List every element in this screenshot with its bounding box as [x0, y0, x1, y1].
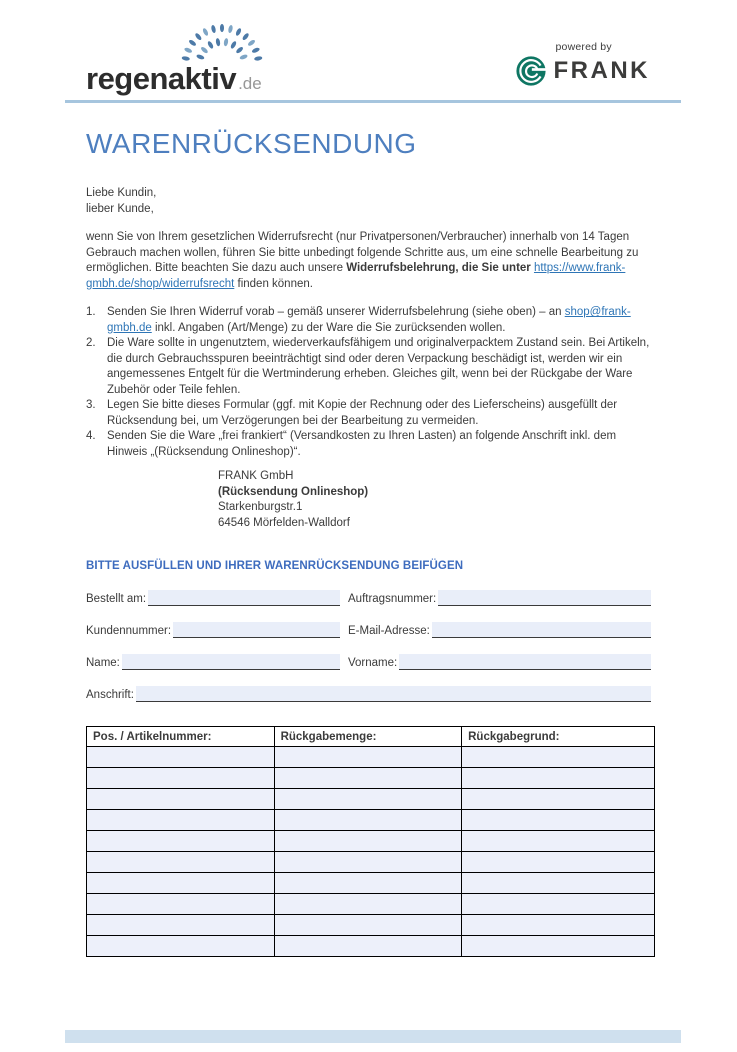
customer-form	[86, 589, 651, 702]
table-row	[87, 789, 655, 810]
return-items-table	[86, 726, 655, 957]
table-row	[87, 747, 655, 768]
table-row	[87, 915, 655, 936]
table-cell[interactable]	[274, 747, 462, 768]
footer-bar	[65, 1030, 681, 1043]
address-line: FRANK GmbH	[218, 470, 294, 483]
steps-list	[86, 305, 651, 460]
table-cell[interactable]	[462, 894, 655, 915]
frank-brand-name: FRANK	[553, 57, 650, 84]
header-divider	[65, 100, 681, 103]
list-item	[86, 398, 651, 429]
table-cell[interactable]	[274, 894, 462, 915]
customer-number-label: Kundennummer:	[86, 625, 172, 638]
table-header-row	[87, 727, 655, 747]
table-row	[87, 894, 655, 915]
table-cell[interactable]	[274, 936, 462, 957]
address-label: Anschrift:	[86, 689, 134, 702]
list-text: Die Ware sollte in ungenutztem, wiederverkaufsfähigem und originalverpacktem Zustand sein. Bei Artikeln, die durch Gebrauchsspuren beeinträchtigt sind oder deren Verpackung beschädigt ist, werden wir ein angemessenes Entgelt für die Wertminderung erheben. Gleiches gilt, wenn bei der Rückgabe der Ware Zubehör oder Teile fehlen.	[107, 337, 650, 396]
address-line: Starkenburgstr.1	[218, 501, 303, 514]
order-number-label: Auftragsnummer:	[348, 593, 437, 606]
form-row	[86, 621, 651, 638]
table-cell[interactable]	[274, 852, 462, 873]
first-name-field[interactable]	[399, 654, 651, 670]
table-cell[interactable]	[87, 831, 275, 852]
form-row	[86, 653, 651, 670]
customer-number-field[interactable]	[173, 622, 340, 638]
ordered-on-field[interactable]	[148, 590, 340, 606]
order-number-field[interactable]	[438, 590, 651, 606]
shop-email-link[interactable]: shop@frank-gmbh.de	[107, 306, 631, 334]
table-row	[87, 810, 655, 831]
page-title: WARENRÜCKSENDUNG	[86, 128, 417, 159]
intro-after-text: finden können.	[234, 277, 313, 290]
list-number: 2.	[86, 337, 96, 350]
table-cell[interactable]	[87, 894, 275, 915]
list-item	[86, 305, 651, 336]
table-cell[interactable]	[274, 810, 462, 831]
list-item	[86, 336, 651, 398]
intro-paragraph	[86, 230, 651, 292]
column-header-rueckgabegrund: Rückgabegrund:	[462, 727, 655, 747]
table-row	[87, 873, 655, 894]
column-header-rueckgabemenge: Rückgabemenge:	[274, 727, 462, 747]
email-field[interactable]	[432, 622, 651, 638]
widerrufsrecht-link[interactable]: https://www.frank-gmbh.de/shop/widerrufsrecht	[86, 262, 626, 290]
first-name-label: Vorname:	[348, 657, 398, 670]
list-text: Senden Sie die Ware „frei frankiert“ (Versandkosten zu Ihren Lasten) an folgende Anschrift inkl. dem Hinweis „(Rücksendung Onlineshop)“.	[107, 430, 617, 458]
table-cell[interactable]	[462, 873, 655, 894]
table-cell[interactable]	[87, 789, 275, 810]
form-row	[86, 589, 651, 606]
table-cell[interactable]	[274, 915, 462, 936]
address-field[interactable]	[136, 686, 651, 702]
table-cell[interactable]	[462, 747, 655, 768]
table-cell[interactable]	[274, 873, 462, 894]
return-address-block	[218, 469, 651, 531]
name-label: Name:	[86, 657, 120, 670]
list-number: 3.	[86, 399, 96, 412]
page-header	[0, 0, 737, 100]
table-cell[interactable]	[274, 789, 462, 810]
table-cell[interactable]	[462, 810, 655, 831]
table-cell[interactable]	[87, 915, 275, 936]
table-row	[87, 852, 655, 873]
salutation	[86, 186, 651, 217]
table-cell[interactable]	[87, 810, 275, 831]
table-cell[interactable]	[462, 852, 655, 873]
table-row	[87, 831, 655, 852]
step-text-part: inkl. Angaben (Art/Menge) zu der Ware die Sie zurücksenden wollen.	[151, 321, 506, 334]
column-header-artikelnummer: Pos. / Artikelnummer:	[87, 727, 275, 747]
table-cell[interactable]	[462, 768, 655, 789]
table-cell[interactable]	[462, 789, 655, 810]
table-cell[interactable]	[87, 747, 275, 768]
brand-tld: .de	[238, 74, 262, 93]
email-label: E-Mail-Adresse:	[348, 625, 430, 638]
table-cell[interactable]	[274, 831, 462, 852]
address-line: (Rücksendung Onlineshop)	[218, 485, 369, 498]
powered-by-label: powered by	[555, 41, 612, 53]
ordered-on-label: Bestellt am:	[86, 593, 147, 606]
step-text-part: Senden Sie Ihren Widerruf vorab – gemäß unserer Widerrufsbelehrung (siehe oben) – an	[107, 306, 565, 319]
table-cell[interactable]	[274, 768, 462, 789]
salutation-line: Liebe Kundin,	[86, 187, 157, 200]
list-number: 4.	[86, 430, 96, 443]
list-item	[86, 429, 651, 460]
salutation-line: lieber Kunde,	[86, 202, 154, 215]
table-cell[interactable]	[462, 915, 655, 936]
frank-logo-icon	[516, 56, 546, 86]
fill-in-section-heading: BITTE AUSFÜLLEN UND IHRER WARENRÜCKSENDUNG BEIFÜGEN	[86, 560, 464, 573]
table-cell[interactable]	[87, 936, 275, 957]
rain-spray-icon	[172, 17, 272, 63]
form-row	[86, 685, 651, 702]
list-text: Legen Sie bitte dieses Formular (ggf. mit Kopie der Rechnung oder des Lieferscheins) ausgefüllt der Rücksendung bei, um Verzögerungen bei der Bearbeitung zu vermeiden.	[107, 399, 618, 427]
intro-text: wenn Sie von Ihrem gesetzlichen Widerrufsrecht (nur Privatpersonen/Verbraucher) innerhalb von 14 Tagen Gebrauch machen wollen, führen Sie bitte unbedingt folgende Schritte aus, um eine schnelle Bearbeitung zu ermöglichen. Bitte beachten Sie dazu auch unsere	[86, 231, 639, 275]
powered-by-block	[516, 41, 651, 94]
table-row	[87, 768, 655, 789]
table-cell[interactable]	[462, 936, 655, 957]
brand-name: regenaktiv	[86, 61, 237, 96]
address-line: 64546 Mörfelden-Walldorf	[218, 516, 350, 529]
table-row	[87, 936, 655, 957]
table-cell[interactable]	[87, 852, 275, 873]
list-number: 1.	[86, 306, 96, 319]
document-content	[0, 128, 737, 957]
name-field[interactable]	[122, 654, 340, 670]
table-cell[interactable]	[462, 831, 655, 852]
regenaktiv-logo	[86, 17, 262, 94]
table-cell[interactable]	[87, 873, 275, 894]
intro-bold-text: Widerrufsbelehrung, die Sie unter	[346, 262, 534, 275]
table-cell[interactable]	[87, 768, 275, 789]
list-text	[107, 305, 651, 336]
